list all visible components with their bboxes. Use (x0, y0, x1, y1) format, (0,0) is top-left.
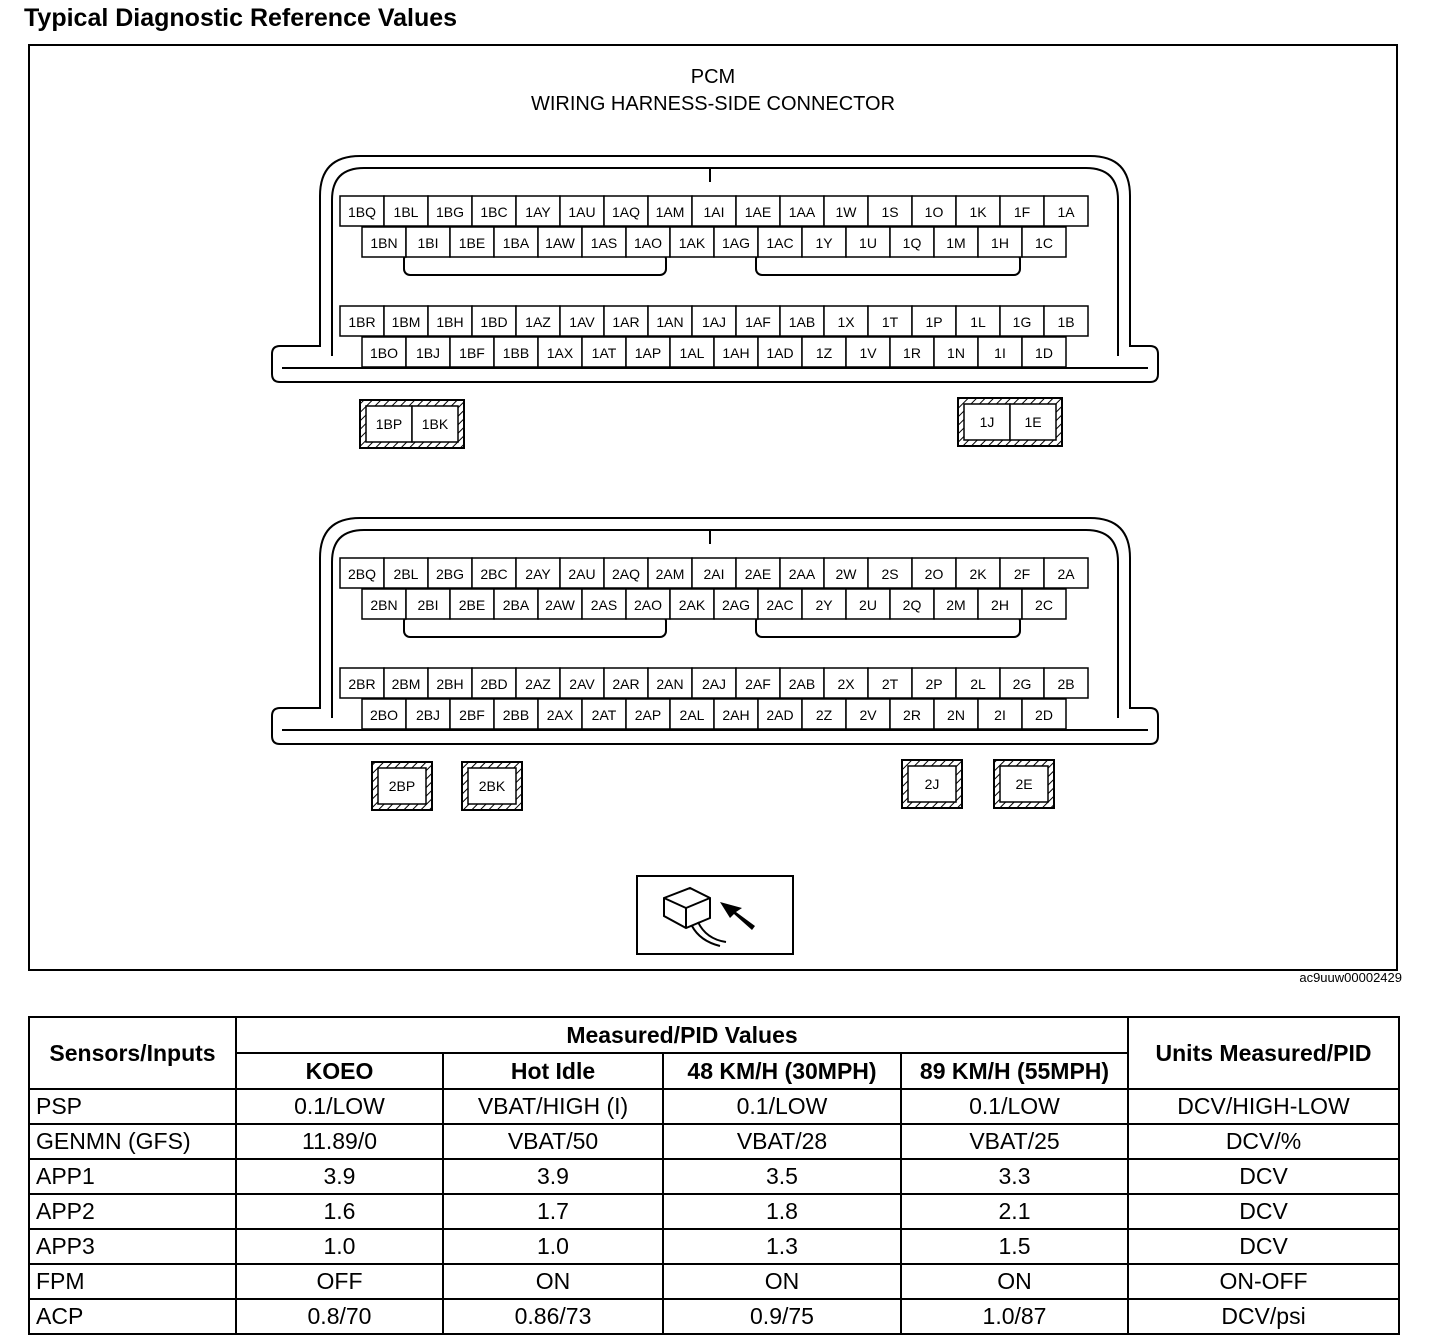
pin-label: 2AY (525, 566, 551, 582)
pin-label: 1AP (634, 345, 662, 361)
pin-label: 2BB (502, 707, 530, 723)
table-cell: VBAT/25 (901, 1124, 1128, 1159)
table-cell: 0.1/LOW (901, 1089, 1128, 1124)
pin-label: 2AS (590, 597, 618, 613)
pin-label: 2V (859, 707, 877, 723)
pin-label: 2AO (633, 597, 663, 613)
pin-label: 1P (925, 314, 943, 330)
diagram-header-pcm: PCM (690, 66, 736, 88)
pin-label: 1BB (502, 345, 530, 361)
table-body (29, 1089, 1399, 1334)
pin-label: 2BG (435, 566, 465, 582)
column-header-koeo: KOEO (236, 1053, 443, 1089)
pin-label: 1AV (569, 314, 595, 330)
pin-label: 2AJ (701, 676, 727, 692)
pin-label: 2M (946, 597, 966, 613)
pin-label: 1AC (766, 235, 794, 251)
pin-label: 1BQ (347, 204, 377, 220)
table-cell: 1.5 (901, 1229, 1128, 1264)
pin-label: 2AM (655, 566, 685, 582)
table-row (29, 1089, 1399, 1124)
pin-label: 1B (1057, 314, 1075, 330)
pin-label: 2AD (766, 707, 794, 723)
connector-1 (272, 156, 1158, 448)
pin-label: 1AA (788, 204, 816, 220)
pin-label: 2AR (612, 676, 640, 692)
table-row (29, 1194, 1399, 1229)
pin-label: 2AT (591, 707, 617, 723)
pin-label: 2W (835, 566, 857, 582)
pin-label: 1Z (815, 345, 833, 361)
reference-values-table (28, 1016, 1400, 1335)
image-code: ac9uuw00002429 (1299, 970, 1402, 985)
pin-label: 1V (859, 345, 877, 361)
table-cell: ON (443, 1264, 663, 1299)
pin-label: 2AK (678, 597, 706, 613)
table-cell: 1.3 (663, 1229, 901, 1264)
pin-label: 1BA (502, 235, 530, 251)
pin-label: 1AY (525, 204, 551, 220)
pin-label: 1BD (480, 314, 508, 330)
pin-label: 2BA (502, 597, 530, 613)
table-cell: OFF (236, 1264, 443, 1299)
pin-label: 1BC (480, 204, 508, 220)
table-cell: 1.7 (443, 1194, 663, 1229)
pin-label: 2BR (348, 676, 376, 692)
pin-label: 1M (946, 235, 966, 251)
table-cell: VBAT/HIGH (I) (443, 1089, 663, 1124)
power-pin-label: 2J (924, 776, 940, 792)
pin-label: 2D (1035, 707, 1053, 723)
units-cell: DCV/% (1128, 1124, 1399, 1159)
pin-label: 1AI (703, 204, 725, 220)
pin-label: 2AN (656, 676, 684, 692)
table-cell: ON (901, 1264, 1128, 1299)
column-header-89kmh: 89 KM/H (55MPH) (901, 1053, 1128, 1089)
units-cell: DCV/HIGH-LOW (1128, 1089, 1399, 1124)
column-header-48kmh: 48 KM/H (30MPH) (663, 1053, 901, 1089)
units-header: Units Measured/PID (1128, 1017, 1399, 1089)
pin-label: 1R (903, 345, 921, 361)
connector-diagram (28, 44, 1398, 971)
pin-label: 2AL (679, 707, 705, 723)
pin-label: 2BJ (415, 707, 441, 723)
diagram-header-connector: WIRING HARNESS-SIDE CONNECTOR (530, 93, 896, 115)
pin-label: 1C (1035, 235, 1053, 251)
pin-label: 1AH (722, 345, 750, 361)
pin-label: 2G (1012, 676, 1032, 692)
pin-label: 1S (881, 204, 899, 220)
row-label: ACP (29, 1299, 236, 1334)
power-pin-label: 1J (979, 414, 995, 430)
table-cell: 1.0/87 (901, 1299, 1128, 1334)
pin-label: 2Y (815, 597, 833, 613)
pin-label: 2C (1035, 597, 1053, 613)
table-cell: VBAT/50 (443, 1124, 663, 1159)
pin-label: 2T (881, 676, 899, 692)
pin-label: 1Y (815, 235, 833, 251)
row-label: APP3 (29, 1229, 236, 1264)
pin-label: 1BI (417, 235, 439, 251)
table-row (29, 1229, 1399, 1264)
pin-label: 2AI (703, 566, 725, 582)
pin-label: 1BN (370, 235, 398, 251)
pin-label: 2R (903, 707, 921, 723)
table-cell: 1.0 (236, 1229, 443, 1264)
power-pin-label: 1BK (421, 416, 449, 432)
pin-label: 2BN (370, 597, 398, 613)
pin-label: 2AC (766, 597, 794, 613)
connector-diagram-svg (30, 46, 1396, 969)
pin-label: 1BR (348, 314, 376, 330)
pin-label: 1BL (393, 204, 419, 220)
power-pin-label: 2E (1015, 776, 1033, 792)
pin-label: 2AX (546, 707, 574, 723)
units-cell: DCV (1128, 1159, 1399, 1194)
pin-label: 2Q (902, 597, 922, 613)
table-cell: 0.9/75 (663, 1299, 901, 1334)
pin-label: 1AT (591, 345, 617, 361)
pin-label: 2AW (545, 597, 575, 613)
page-title: Typical Diagnostic Reference Values (24, 4, 458, 32)
pin-label: 1AG (721, 235, 751, 251)
pin-label: 2BL (393, 566, 419, 582)
pin-label: 2BH (436, 676, 464, 692)
probe-icon (637, 876, 793, 954)
pin-label: 1AS (590, 235, 618, 251)
pin-label: 2AZ (525, 676, 551, 692)
pin-label: 1AX (546, 345, 574, 361)
table-cell: 0.86/73 (443, 1299, 663, 1334)
table-cell: 3.9 (443, 1159, 663, 1194)
units-cell: DCV (1128, 1194, 1399, 1229)
table-cell: 3.5 (663, 1159, 901, 1194)
pin-label: 2AA (788, 566, 816, 582)
pin-label: 2K (969, 566, 987, 582)
power-pin-label: 2BP (388, 778, 416, 794)
measured-header: Measured/PID Values (236, 1017, 1128, 1053)
row-label: APP2 (29, 1194, 236, 1229)
table-cell: 11.89/0 (236, 1124, 443, 1159)
pin-label: 1AD (766, 345, 794, 361)
power-pin-label: 1BP (375, 416, 403, 432)
table-row (29, 1124, 1399, 1159)
pin-label: 1AW (545, 235, 575, 251)
pin-label: 2BI (417, 597, 439, 613)
pin-label: 2Z (815, 707, 833, 723)
pin-label: 1BE (458, 235, 486, 251)
pin-label: 1G (1012, 314, 1032, 330)
table-cell: 0.8/70 (236, 1299, 443, 1334)
pin-label: 1AE (744, 204, 772, 220)
pin-label: 2BM (391, 676, 421, 692)
row-label: PSP (29, 1089, 236, 1124)
pin-label: 1U (859, 235, 877, 251)
table-cell: 3.3 (901, 1159, 1128, 1194)
pin-label: 2AV (569, 676, 595, 692)
pin-label: 1BH (436, 314, 464, 330)
connector-2 (272, 518, 1158, 810)
pin-label: 2X (837, 676, 855, 692)
table-cell: VBAT/28 (663, 1124, 901, 1159)
pin-label: 1H (991, 235, 1009, 251)
sensors-header: Sensors/Inputs (29, 1017, 236, 1089)
pin-label: 2AB (788, 676, 816, 692)
pin-label: 1AU (568, 204, 596, 220)
pin-label: 2AU (568, 566, 596, 582)
pin-label: 2F (1013, 566, 1031, 582)
pin-label: 2H (991, 597, 1009, 613)
table-row (29, 1159, 1399, 1194)
pin-label: 1W (835, 204, 857, 220)
pin-label: 2AQ (611, 566, 641, 582)
pin-label: 2AF (745, 676, 771, 692)
pin-label: 1AJ (701, 314, 727, 330)
pin-label: 2S (881, 566, 899, 582)
units-cell: DCV/psi (1128, 1299, 1399, 1334)
table-cell: 1.8 (663, 1194, 901, 1229)
pin-label: 2N (947, 707, 965, 723)
table-cell: 1.0 (443, 1229, 663, 1264)
pin-label: 2BO (369, 707, 399, 723)
pin-label: 1AK (678, 235, 706, 251)
table-cell: 3.9 (236, 1159, 443, 1194)
pin-label: 1AN (656, 314, 684, 330)
pin-label: 2AH (722, 707, 750, 723)
row-label: GENMN (GFS) (29, 1124, 236, 1159)
pin-label: 1BF (459, 345, 485, 361)
pin-label: 2O (924, 566, 944, 582)
pin-label: 1X (837, 314, 855, 330)
pin-label: 1AL (679, 345, 705, 361)
table-cell: 0.1/LOW (663, 1089, 901, 1124)
pin-label: 1BO (369, 345, 399, 361)
row-label: APP1 (29, 1159, 236, 1194)
pin-label: 2P (925, 676, 943, 692)
pin-label: 1A (1057, 204, 1075, 220)
pin-label: 2B (1057, 676, 1075, 692)
pin-label: 1AF (745, 314, 771, 330)
pin-label: 2BD (480, 676, 508, 692)
pin-label: 1O (924, 204, 944, 220)
pin-label: 2BC (480, 566, 508, 582)
pin-label: 1AB (788, 314, 816, 330)
pin-label: 1K (969, 204, 987, 220)
units-cell: DCV (1128, 1229, 1399, 1264)
pin-label: 1D (1035, 345, 1053, 361)
pin-label: 1T (881, 314, 899, 330)
pin-label: 1AQ (611, 204, 641, 220)
pin-label: 1BJ (415, 345, 441, 361)
pin-label: 1AR (612, 314, 640, 330)
table-row (29, 1299, 1399, 1334)
pin-label: 2L (970, 676, 986, 692)
pin-label: 2BE (458, 597, 486, 613)
table-row (29, 1264, 1399, 1299)
pin-label: 1AM (655, 204, 685, 220)
table-cell: ON (663, 1264, 901, 1299)
pin-label: 1I (994, 345, 1006, 361)
pin-label: 1BM (391, 314, 421, 330)
units-cell: ON-OFF (1128, 1264, 1399, 1299)
pin-label: 1N (947, 345, 965, 361)
power-pin-label: 2BK (478, 778, 506, 794)
pin-label: 1F (1013, 204, 1031, 220)
table-cell: 1.6 (236, 1194, 443, 1229)
pin-label: 2I (994, 707, 1006, 723)
pin-label: 1AO (633, 235, 663, 251)
table-cell: 0.1/LOW (236, 1089, 443, 1124)
pin-label: 2BQ (347, 566, 377, 582)
pin-label: 2A (1057, 566, 1075, 582)
pin-label: 2BF (459, 707, 485, 723)
pin-label: 2AG (721, 597, 751, 613)
pin-label: 1Q (902, 235, 922, 251)
pin-label: 1AZ (525, 314, 551, 330)
column-header-hot-idle: Hot Idle (443, 1053, 663, 1089)
power-pin-label: 1E (1024, 414, 1042, 430)
pin-label: 1BG (435, 204, 465, 220)
pin-label: 2U (859, 597, 877, 613)
row-label: FPM (29, 1264, 236, 1299)
pin-label: 2AP (634, 707, 662, 723)
pin-label: 1L (970, 314, 986, 330)
pin-label: 2AE (744, 566, 772, 582)
table-cell: 2.1 (901, 1194, 1128, 1229)
